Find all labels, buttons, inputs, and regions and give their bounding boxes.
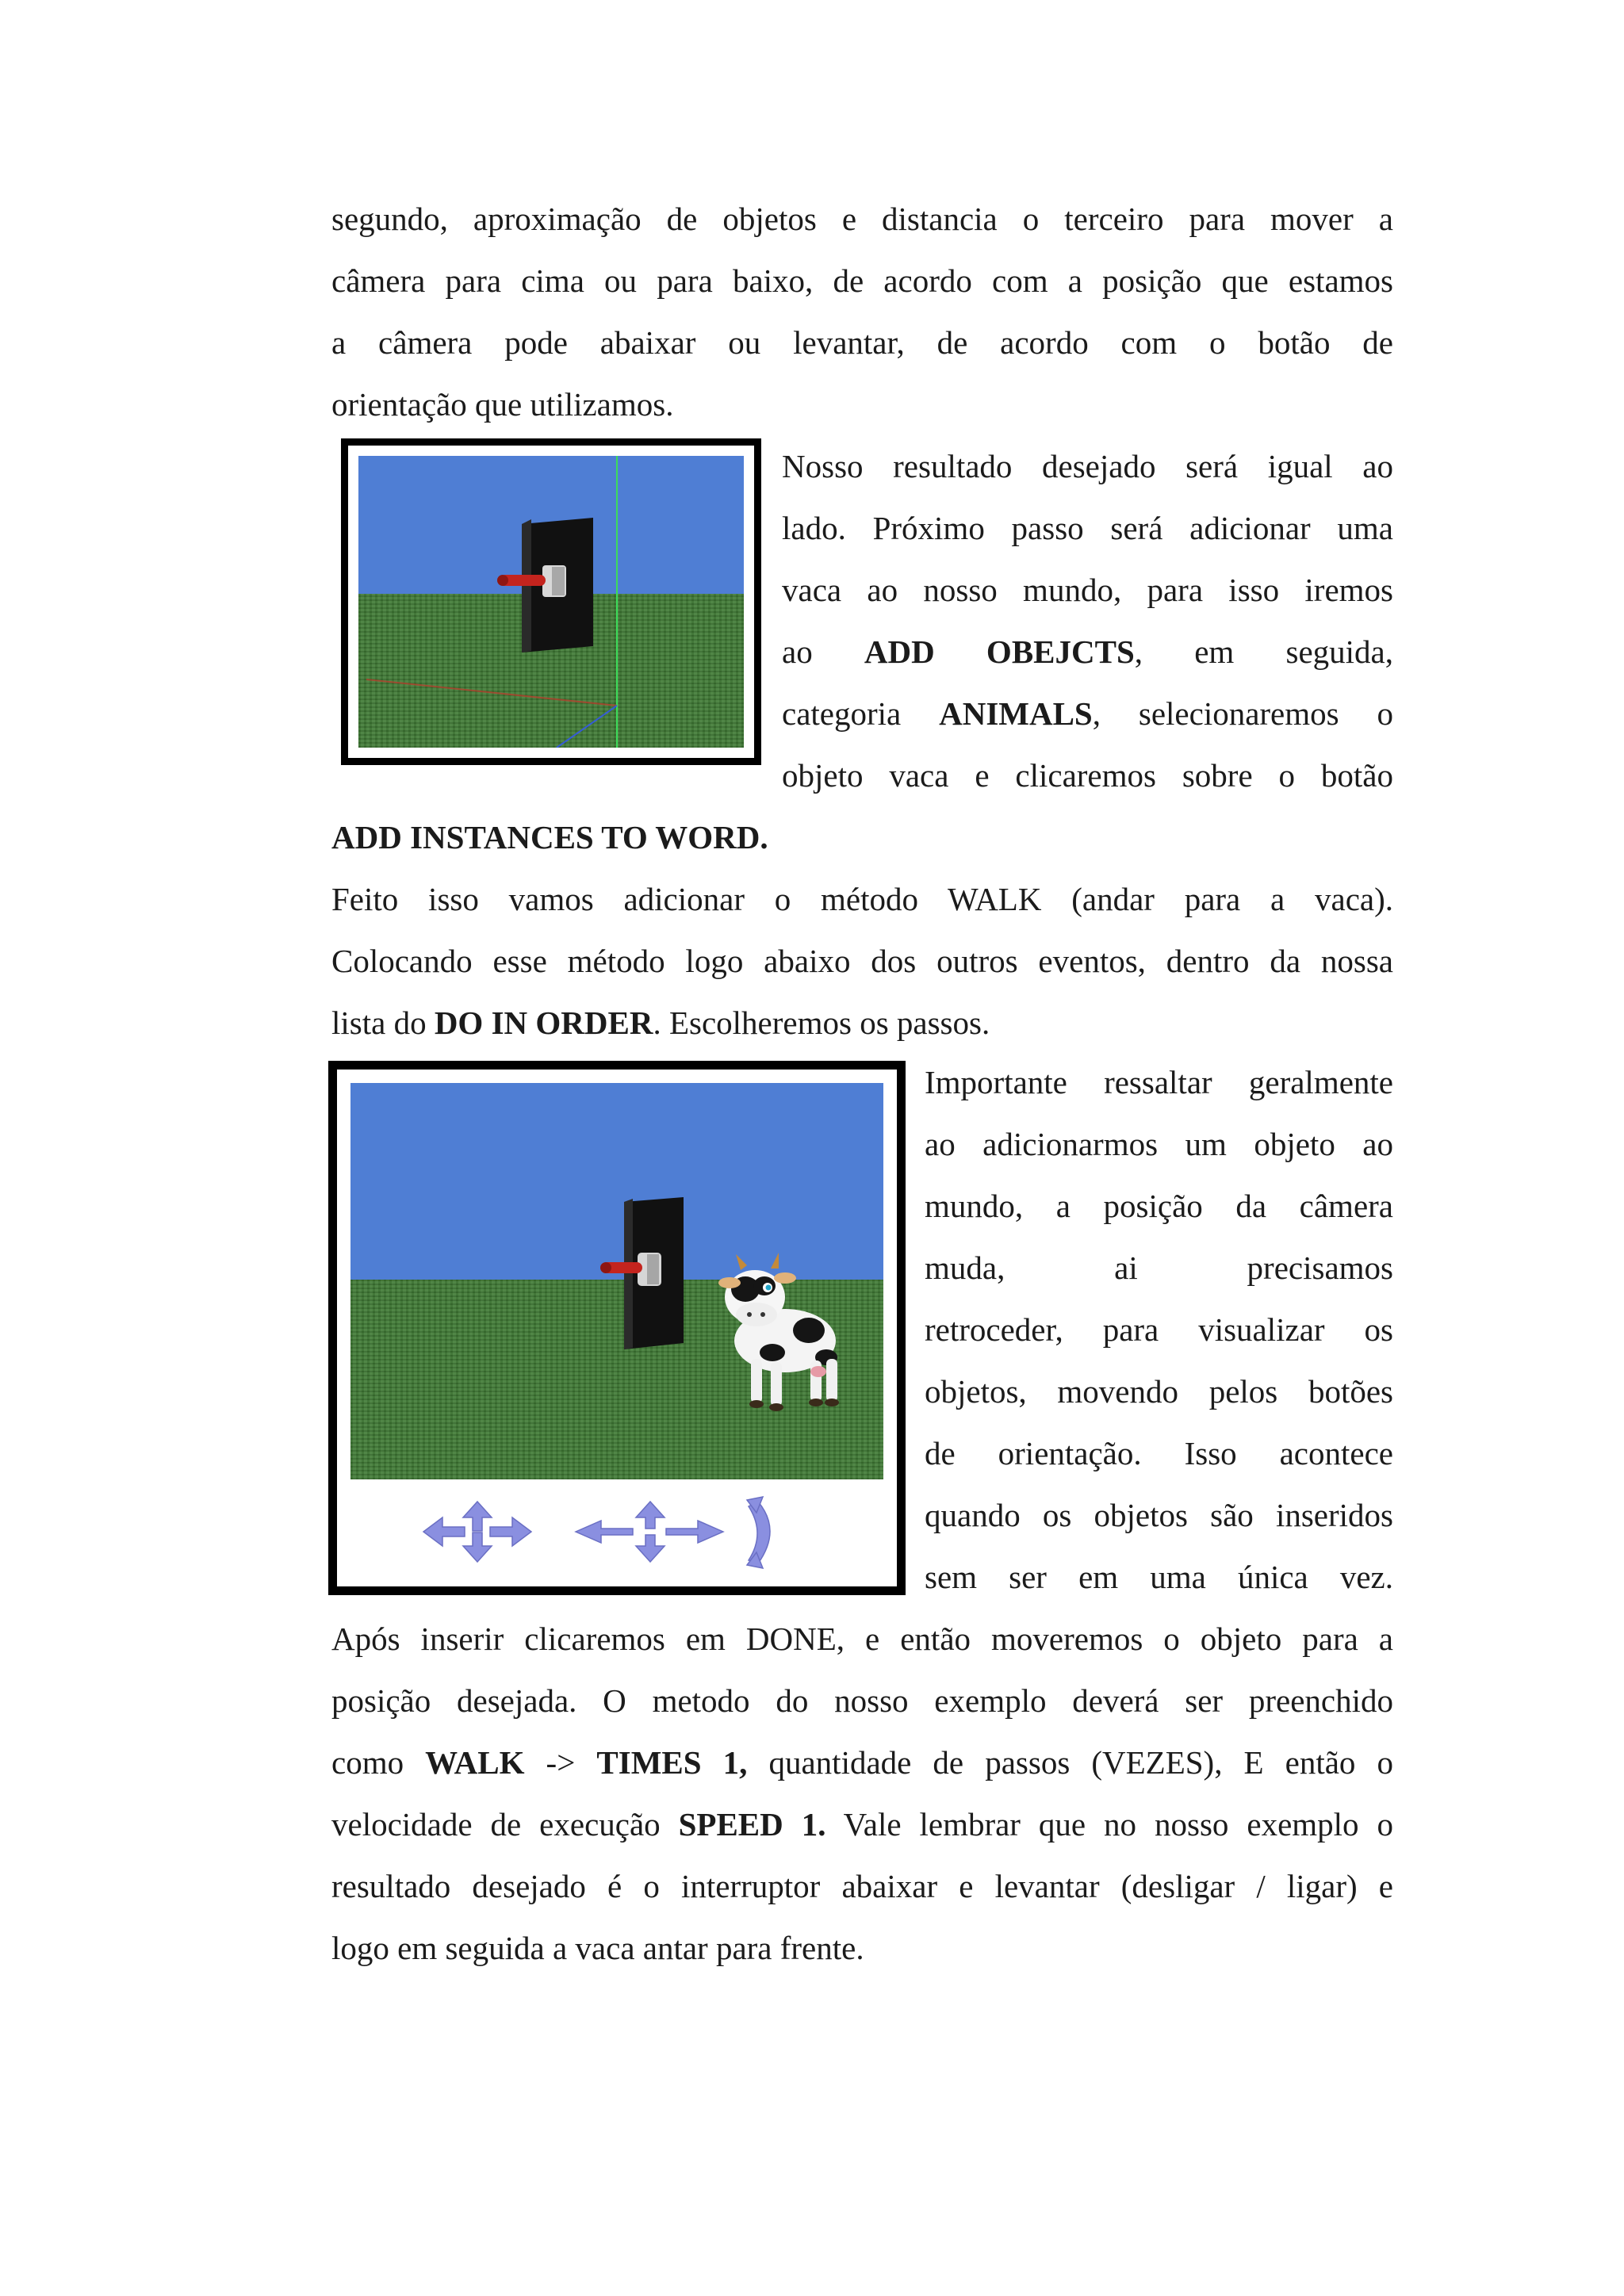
text-run: ao [782, 633, 813, 670]
text-line: resultado desejado é o interruptor abaixar e levantar (desligar / ligar) e [331, 1868, 1393, 1904]
text-line [782, 683, 1393, 744]
text-run: , selecionaremos o [1092, 695, 1393, 732]
text-line: objeto vaca e clicaremos sobre o botão [782, 757, 1393, 794]
cow-icon [718, 1253, 839, 1411]
figure-switch-scene [341, 438, 761, 765]
text-line: Importante ressaltar geralmente [925, 1064, 1393, 1100]
text-line [331, 992, 1393, 1054]
text-run: . Escolheremos os passos. [653, 1004, 990, 1041]
text-line: segundo, aproximação de objetos e distancia o terceiro para mover a [331, 201, 1393, 237]
button-reference: ADD INSTANCES TO WORD. [331, 819, 768, 855]
text-line: de orientação. Isso acontece [925, 1435, 1393, 1471]
text-run: -> [524, 1744, 597, 1781]
text-line: Feito isso vamos adicionar o método WALK (andar para a vaca). [331, 881, 1393, 917]
light-switch-icon [358, 456, 744, 748]
figure-cow-scene [328, 1061, 906, 1595]
text-line: muda, ai precisamos [925, 1249, 1393, 1286]
text-run: , em seguida, [1134, 633, 1394, 670]
text-line: câmera para cima ou para baixo, de acordo com a posição que estamos [331, 262, 1393, 299]
parameter-reference: TIMES 1, [596, 1744, 748, 1781]
text-line [331, 806, 1393, 868]
text-line: mundo, a posição da câmera [925, 1188, 1393, 1224]
tilt-arrows-icon[interactable] [576, 1502, 723, 1562]
text-line: logo em seguida a vaca antar para frente. [331, 1930, 864, 1966]
paragraph-5 [331, 1608, 1393, 1979]
text-run: velocidade de execução [331, 1806, 679, 1843]
text-line: vaca ao nosso mundo, para isso iremos [782, 572, 1393, 608]
scene-viewport [358, 456, 744, 748]
text-line [331, 1732, 1393, 1793]
text-line: sem ser em uma única vez. [925, 1559, 1393, 1595]
text-line: a câmera pode abaixar ou levantar, de acordo com o botão de [331, 324, 1393, 361]
text-run: categoria [782, 695, 940, 732]
text-line: Após inserir clicaremos em DONE, e então moveremos o objeto para a [331, 1621, 1393, 1657]
light-switch-icon [600, 1197, 684, 1349]
menu-reference: ADD OBEJCTS [864, 633, 1135, 670]
text-line: quando os objetos são inseridos [925, 1497, 1393, 1533]
text-line: retroceder, para visualizar os [925, 1311, 1393, 1348]
paragraph-2 [782, 435, 1393, 806]
text-line: posição desejada. O metodo do nosso exemplo deverá ser preenchido [331, 1682, 1393, 1719]
text-run: Vale lembrar que no nosso exemplo o [825, 1806, 1393, 1843]
method-reference: WALK [425, 1744, 525, 1781]
scene-viewport [350, 1083, 883, 1573]
text-line: Nosso resultado desejado será igual ao [782, 448, 1393, 484]
text-run: lista do [331, 1004, 435, 1041]
category-reference: ANIMALS [939, 695, 1093, 732]
parameter-reference: SPEED 1. [678, 1806, 826, 1843]
text-run: quantidade de passos (VEZES), E então o [747, 1744, 1394, 1781]
text-line: ao adicionarmos um objeto ao [925, 1126, 1393, 1162]
text-line: lado. Próximo passo será adicionar uma [782, 510, 1393, 546]
paragraph-2-end [331, 806, 1393, 868]
paragraph-1 [331, 188, 1393, 435]
method-reference: DO IN ORDER [434, 1004, 653, 1041]
move-arrows-icon[interactable] [423, 1502, 531, 1562]
paragraph-3 [331, 868, 1393, 1054]
text-line [331, 1793, 1393, 1855]
paragraph-4 [925, 1051, 1393, 1608]
rotate-arrows-icon[interactable] [747, 1497, 770, 1568]
text-line: orientação que utilizamos. [331, 386, 674, 423]
text-run: como [331, 1744, 426, 1781]
text-line: objetos, movendo pelos botões [925, 1373, 1393, 1410]
text-line [782, 621, 1393, 683]
text-line: Colocando esse método logo abaixo dos outros eventos, dentro da nossa [331, 943, 1393, 979]
